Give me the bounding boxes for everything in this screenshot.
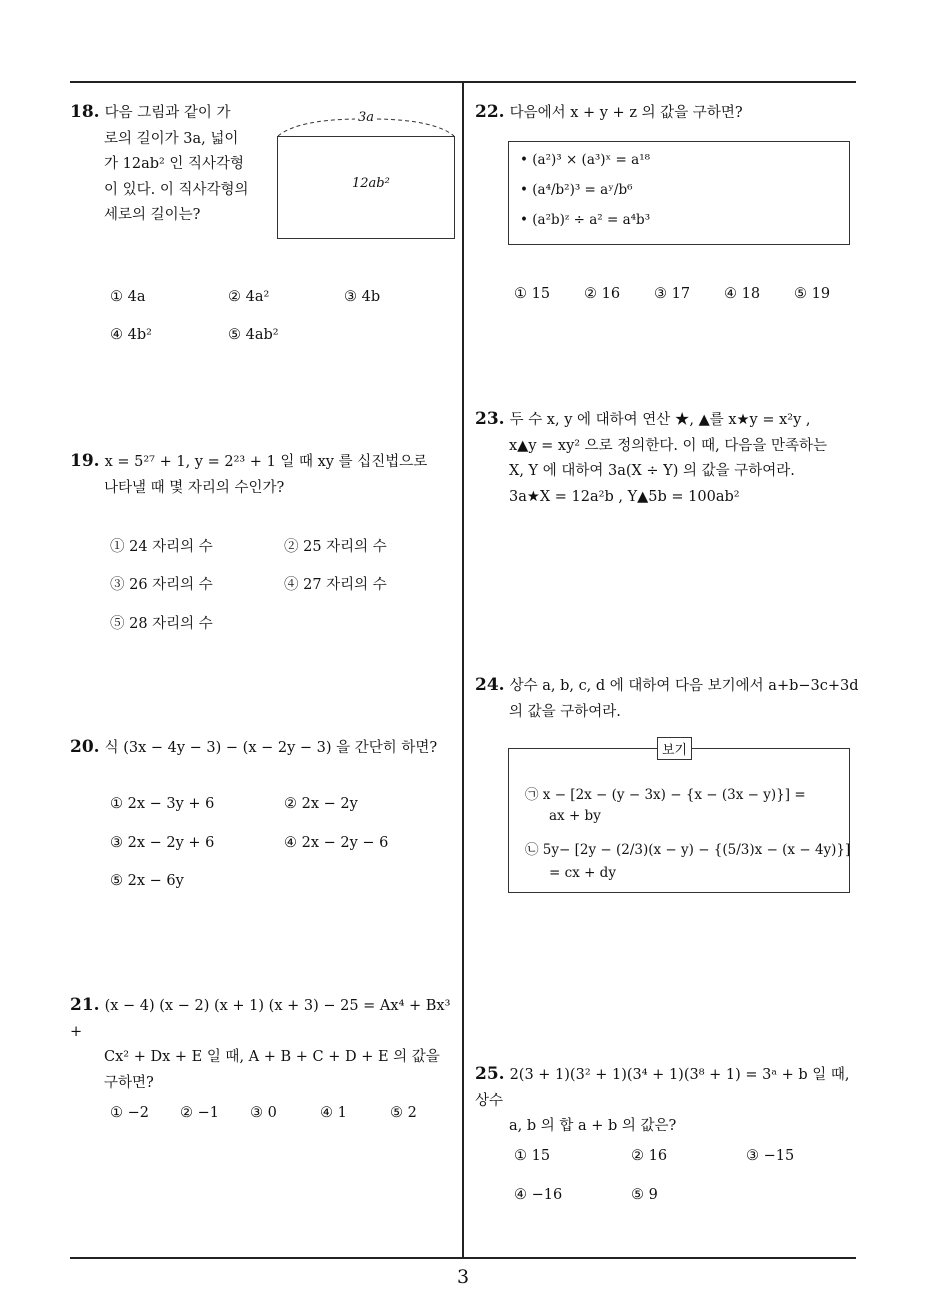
problem-19 [70, 449, 460, 501]
problem-text: 구하면? [104, 1074, 154, 1091]
rectangle-width-label: 3a [358, 110, 375, 125]
problem-number: 24. [475, 675, 505, 695]
problem-text: X, Y 에 대하여 3a(X ÷ Y) 의 값을 구하여라. [509, 463, 795, 479]
problem-20 [70, 735, 460, 762]
problem-text: 이 있다. 이 직사각형의 [104, 181, 249, 198]
problem-number: 25. [475, 1064, 505, 1084]
choice-4[interactable]: ④ 4b² [110, 327, 152, 343]
problem-text: 3a★X = 12a²b , Y▲5b = 100ab² [509, 488, 740, 505]
example-box-title: 보기 [657, 737, 692, 760]
problem-text: a, b 의 합 a + b 의 값은? [509, 1118, 677, 1134]
problem-text: 의 값을 구하여라. [509, 703, 621, 720]
choice-5[interactable]: ⑤ 19 [794, 286, 831, 302]
problem-text: 다음에서 x + y + z 의 값을 구하면? [509, 105, 743, 121]
choice-5[interactable]: ⑤ 2x − 6y [110, 873, 184, 889]
condition-line: • (a²b)ᶻ ÷ a² = a⁴b³ [520, 212, 651, 228]
problem-text: 가 12ab² 인 직사각형 [104, 156, 245, 172]
choice-4[interactable]: ④ 1 [320, 1105, 347, 1121]
choice-5[interactable]: ⑤ 2 [390, 1105, 417, 1121]
choice-3[interactable]: ③ 17 [654, 286, 691, 302]
choice-5[interactable]: ⑤ 9 [631, 1187, 658, 1203]
example-line: ㉠ x − [2x − (y − 3x) − {x − (3x − y)}] = [525, 787, 806, 803]
choice-4[interactable]: ④ 18 [724, 286, 761, 302]
problem-21 [70, 993, 460, 1096]
condition-line: • (a⁴/b²)³ = aʸ/b⁶ [520, 182, 633, 198]
problem-number: 20. [70, 737, 100, 757]
problem-text: 다음 그림과 같이 가 [104, 105, 231, 121]
problem-23 [475, 407, 865, 510]
problem-text: Cx² + Dx + E 일 때, A + B + C + D + E 의 값을 [104, 1049, 440, 1065]
choice-2[interactable]: ② 16 [584, 286, 621, 302]
problem-number: 18. [70, 102, 100, 122]
problem-text: x = 5²⁷ + 1, y = 2²³ + 1 일 때 xy 를 십진법으로 [104, 454, 428, 470]
problem-25 [475, 1062, 865, 1140]
choice-2[interactable]: ② 4a² [228, 289, 270, 305]
problem-text: 식 (3x − 4y − 3) − (x − 2y − 3) 을 간단히 하면? [104, 740, 438, 756]
problem-number: 23. [475, 409, 505, 429]
choice-3[interactable]: ③ 4b [344, 289, 381, 305]
choice-3[interactable]: ③ 26 자리의 수 [110, 577, 213, 593]
choice-3[interactable]: ③ −15 [746, 1148, 795, 1164]
choice-1[interactable]: ① 4a [110, 289, 146, 305]
choice-4[interactable]: ④ 2x − 2y − 6 [284, 835, 389, 851]
column-divider [462, 82, 464, 1258]
problem-text: 2(3 + 1)(3² + 1)(3⁴ + 1)(3⁸ + 1) = 3ᵃ + b 일 때, 상수 [475, 1067, 850, 1109]
problem-24 [475, 673, 865, 725]
choice-2[interactable]: ② −1 [180, 1105, 219, 1121]
problem-number: 19. [70, 451, 100, 471]
choice-2[interactable]: ② 2x − 2y [284, 796, 358, 812]
condition-line: • (a²)³ × (a³)ˣ = a¹⁸ [520, 152, 651, 168]
page-number: 3 [456, 1266, 470, 1288]
problem-18 [70, 100, 270, 229]
problem-22 [475, 100, 860, 127]
choice-2[interactable]: ② 25 자리의 수 [284, 539, 387, 555]
choice-1[interactable]: ① 2x − 3y + 6 [110, 796, 215, 812]
problem-text: 상수 a, b, c, d 에 대하여 다음 보기에서 a+b−3c+3d [509, 678, 859, 694]
example-line: ㉡ 5y− [2y − (2/3)(x − y) − {(5/3)x − (x − 4y)}] [525, 842, 851, 858]
choice-1[interactable]: ① 15 [514, 1148, 551, 1164]
choice-4[interactable]: ④ 27 자리의 수 [284, 577, 387, 593]
choice-3[interactable]: ③ 0 [250, 1105, 277, 1121]
choice-4[interactable]: ④ −16 [514, 1187, 563, 1203]
rectangle-area-label: 12ab² [352, 176, 390, 191]
choice-3[interactable]: ③ 2x − 2y + 6 [110, 835, 215, 851]
problem-number: 21. [70, 995, 100, 1015]
problem-text: 두 수 x, y 에 대하여 연산 ★, ▲를 x★y = x²y , [509, 412, 811, 428]
problem-text: 세로의 길이는? [104, 207, 201, 223]
choice-5[interactable]: ⑤ 4ab² [228, 327, 279, 343]
choice-2[interactable]: ② 16 [631, 1148, 668, 1164]
choice-1[interactable]: ① 15 [514, 286, 551, 302]
problem-text: x▲y = xy² 으로 정의한다. 이 때, 다음을 만족하는 [509, 437, 828, 454]
bottom-rule [70, 1257, 856, 1259]
choice-5[interactable]: ⑤ 28 자리의 수 [110, 616, 213, 632]
choice-1[interactable]: ① −2 [110, 1105, 149, 1121]
example-line: = cx + dy [549, 865, 616, 881]
example-line: ax + by [549, 808, 601, 824]
problem-text: (x − 4) (x − 2) (x + 1) (x + 3) − 25 = Ax⁴ + Bx³ + [70, 998, 451, 1040]
choice-1[interactable]: ① 24 자리의 수 [110, 539, 213, 555]
problem-text: 나타낼 때 몇 자리의 수인가? [104, 479, 285, 496]
problem-number: 22. [475, 102, 505, 122]
problem-text: 로의 길이가 3a, 넓이 [104, 130, 239, 147]
